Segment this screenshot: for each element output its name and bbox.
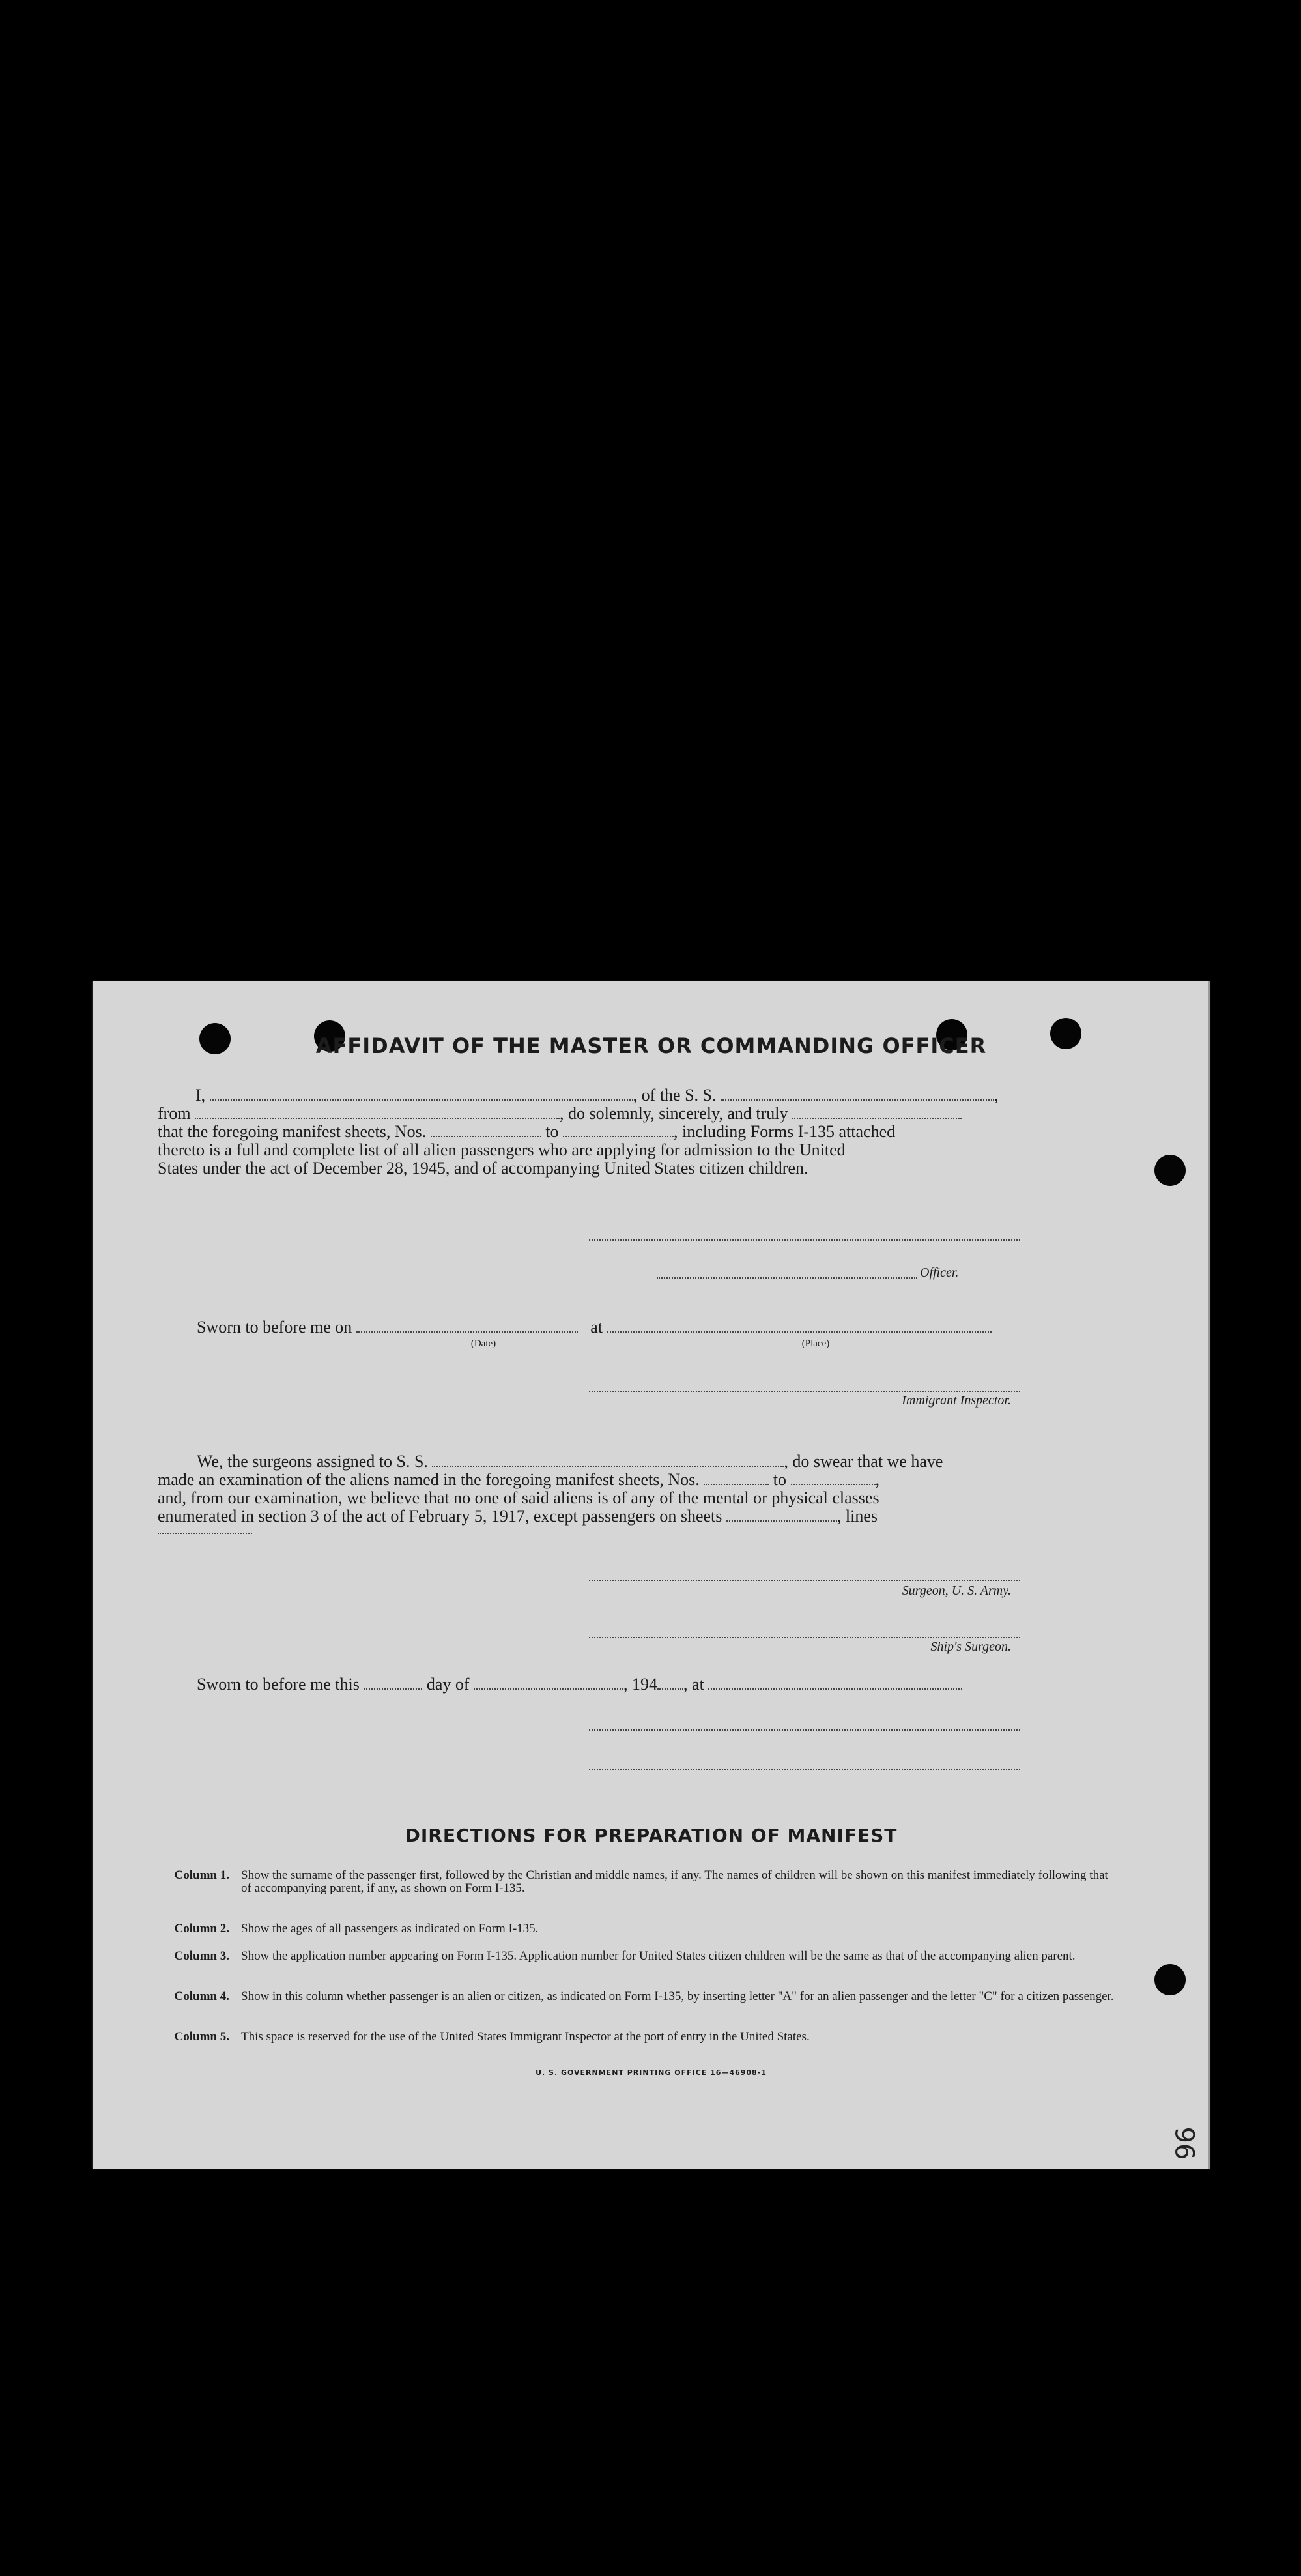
direction-item [158, 1950, 1115, 1977]
direction-item [158, 1990, 1115, 2018]
manifest-page [93, 981, 1210, 2169]
ship-surgeon-signature-line [589, 1636, 1020, 1638]
direction-text: Show the application number appearing on Form I-135. Application number for United States citizen children will be the same as that of the accompanying alien parent. [241, 1949, 1076, 1963]
officer-label: Officer. [920, 1266, 959, 1280]
surgeons-line-2: made an examination of the aliens named in the foregoing manifest sheets, Nos. to , [158, 1470, 879, 1489]
punch-hole [1154, 1964, 1186, 1995]
ship-surgeon-label: Ship's Surgeon. [930, 1640, 1011, 1654]
direction-label: Column 5. [174, 2030, 229, 2044]
direction-label: Column 2. [174, 1922, 229, 1935]
directions-title: DIRECTIONS FOR PREPARATION OF MANIFEST [405, 1825, 898, 1846]
handwritten-margin-mark: 96 [1169, 2126, 1199, 2160]
direction-item [158, 1922, 1115, 1937]
direction-text: Show the surname of the passenger first, followed by the Christian and middle names, if any. The names of children will be shown on this manifest immediately following that of accompanying parent, if any, as shown on Form I-135. [241, 1868, 1108, 1895]
printing-office-footer: U. S. GOVERNMENT PRINTING OFFICE 16—46908-1 [536, 2068, 767, 2077]
direction-label: Column 3. [174, 1949, 229, 1963]
inspector-signature-line [589, 1389, 1020, 1392]
lines-continuation [158, 1531, 252, 1534]
officer-signature-line-1 [589, 1238, 1020, 1241]
inspector-label: Immigrant Inspector. [902, 1393, 1011, 1408]
punch-hole [1154, 1155, 1186, 1186]
affidavit-line-3: that the foregoing manifest sheets, Nos. to , including Forms I-135 attached [158, 1122, 896, 1141]
affidavit-line-5: States under the act of December 28, 1945, and of accompanying United States citizen children. [158, 1159, 808, 1178]
direction-label: Column 4. [174, 1990, 229, 2003]
surgeons-line-3: and, from our examination, we believe that no one of said aliens is of any of the mental or physical classes [158, 1488, 879, 1507]
army-surgeon-label: Surgeon, U. S. Army. [902, 1584, 1011, 1598]
direction-label: Column 1. [174, 1868, 229, 1882]
direction-item [158, 2031, 1115, 2058]
officer-signature-line-2 [657, 1276, 917, 1279]
affidavit-line-4: thereto is a full and complete list of all alien passengers who are applying for admission to the United [158, 1140, 846, 1159]
sworn-this-line: Sworn to before me this day of , 194 , at [197, 1675, 1024, 1694]
place-caption: (Place) [801, 1339, 830, 1349]
affidavit-line-2: from , do solemnly, sincerely, and truly [158, 1104, 1024, 1123]
army-surgeon-signature-line [589, 1578, 1020, 1581]
affidavit-line-1: I, , of the S. S. , [195, 1086, 999, 1105]
direction-text: Show in this column whether passenger is an alien or citizen, as indicated on Form I-135, by inserting letter "A" for an alien passenger and the letter "C" for a citizen passenger. [241, 1990, 1114, 2003]
affidavit-title: AFFIDAVIT OF THE MASTER OR COMMANDING OFFICER [315, 1034, 987, 1058]
surgeons-line-4: enumerated in section 3 of the act of February 5, 1917, except passengers on sheets , lines [158, 1507, 878, 1526]
surgeons-line-1: We, the surgeons assigned to S. S. , do swear that we have [197, 1452, 943, 1471]
direction-text: Show the ages of all passengers as indicated on Form I-135. [241, 1922, 539, 1935]
date-caption: (Date) [470, 1339, 496, 1349]
direction-item [158, 1869, 1115, 1909]
sworn-extra-line-2 [589, 1767, 1020, 1770]
direction-text: This space is reserved for the use of the United States Immigrant Inspector at the port of entry in the United States. [241, 2030, 810, 2044]
sworn-extra-line-1 [589, 1728, 1020, 1731]
sworn-on-line: Sworn to before me on at [197, 1318, 1024, 1337]
